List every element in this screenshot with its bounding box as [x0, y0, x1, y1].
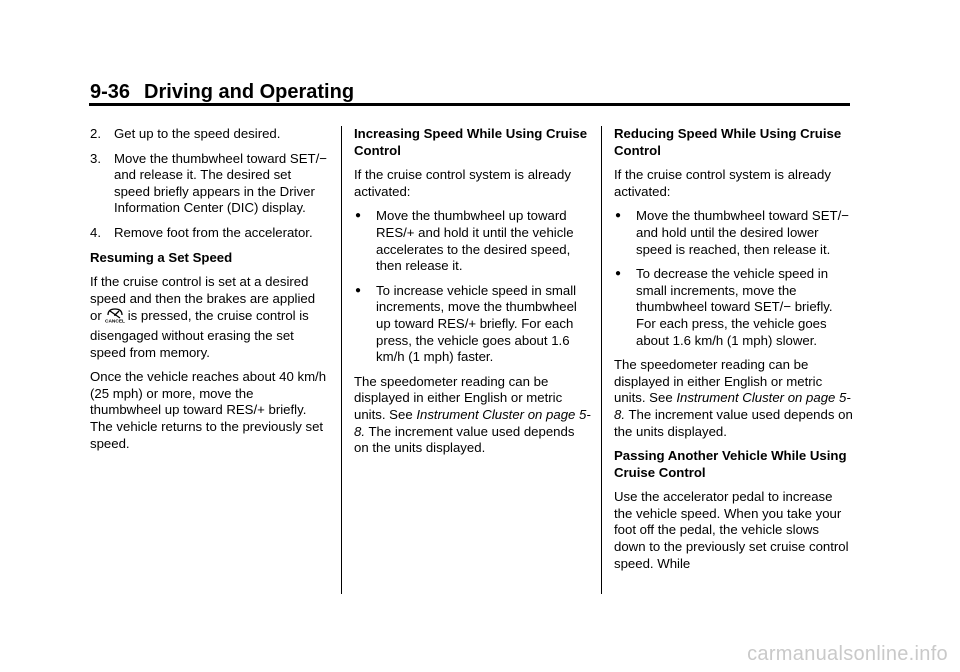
bullet-item — [614, 266, 854, 349]
step-text: Remove foot from the accelerator. — [114, 224, 313, 240]
section-heading: Passing Another Vehicle While Using Cruise Control — [614, 448, 847, 480]
watermark: carmanualsonline.info — [747, 643, 948, 665]
column-divider — [601, 126, 602, 594]
column-3 — [614, 126, 854, 580]
bullet-text: To decrease the vehicle speed in small increments, move the thumbwheel toward SET/− briefly. For each press, the vehicle goes about 1.6 km/h (1 mph) slower. — [636, 266, 833, 348]
step-number: 2. — [90, 126, 101, 141]
paragraph — [354, 374, 592, 457]
step-2 — [90, 126, 328, 143]
bullet-text: To increase vehicle speed in small increments, move the thumbwheel up toward RES/+ briefly. For each press, the vehicle goes about 1.6 km/h (1 mph) faster. — [376, 282, 577, 365]
bullet-item — [614, 208, 854, 258]
column-1 — [90, 126, 328, 460]
bullet-text: Move the thumbwheel up toward RES/+ and hold it until the vehicle accelerates to the desired speed, then release it. — [376, 208, 574, 274]
paragraph: If the cruise control system is already activated: — [614, 167, 831, 199]
cross-reference: Instrument Cluster on page 5-8. — [614, 390, 851, 422]
cruise-cancel-icon — [104, 307, 126, 328]
paragraph — [614, 357, 854, 440]
paragraph: Use the accelerator pedal to increase the vehicle speed. When you take your foot off the pedal, the vehicle slows down to the previously set cruise control speed. While — [614, 489, 849, 571]
paragraph: Once the vehicle reaches about 40 km/h (25 mph) or more, move the thumbwheel up toward RES/+ briefly. The vehicle returns to the previously set speed. — [90, 369, 327, 451]
bullet-text: Move the thumbwheel toward SET/− and hold until the desired lower speed is reached, then release it. — [636, 208, 849, 257]
bullet-icon: ● — [615, 268, 622, 280]
paragraph-text: If the cruise control is set at a desired speed and then the brakes are applied or — [90, 274, 316, 324]
page-number: 9-36 — [90, 81, 131, 103]
section-heading: Reducing Speed While Using Cruise Control — [614, 126, 842, 158]
paragraph-text: The increment value used depends on the units displayed. — [614, 406, 853, 439]
section-heading: Resuming a Set Speed — [90, 249, 233, 265]
header-rule — [89, 103, 850, 106]
section-title: Driving and Operating — [144, 81, 355, 103]
bullet-item — [354, 283, 592, 366]
bullet-item — [354, 208, 592, 274]
paragraph-text: is pressed, the cruise control is disengaged without erasing the set speed from memory. — [90, 308, 309, 360]
paragraph: If the cruise control system is already activated: — [354, 167, 571, 199]
paragraph — [90, 274, 328, 361]
section-heading: Increasing Speed While Using Cruise Control — [354, 126, 588, 158]
column-divider — [341, 126, 342, 594]
paragraph-text: The increment value used depends on the units displayed. — [354, 423, 575, 456]
bullet-icon: ● — [355, 284, 362, 296]
step-number: 4. — [90, 224, 101, 240]
page-header — [90, 80, 850, 104]
step-3 — [90, 151, 328, 217]
bullet-icon: ● — [355, 210, 362, 222]
step-text: Move the thumbwheel toward SET/− and release it. The desired set speed briefly appears in the Driver Information Center (DIC) display. — [114, 150, 327, 216]
step-4 — [90, 225, 328, 242]
step-text: Get up to the speed desired. — [114, 126, 281, 141]
column-2 — [354, 126, 592, 465]
paragraph-text: The speedometer reading can be displayed in either English or metric units. See — [614, 357, 823, 406]
paragraph-text: The speedometer reading can be displayed in either English or metric units. See — [354, 373, 563, 422]
step-number: 3. — [90, 150, 101, 166]
cross-reference: Instrument Cluster on page 5-8. — [354, 406, 591, 439]
bullet-icon: ● — [615, 210, 622, 222]
cancel-icon-label: CANCEL — [104, 319, 125, 324]
